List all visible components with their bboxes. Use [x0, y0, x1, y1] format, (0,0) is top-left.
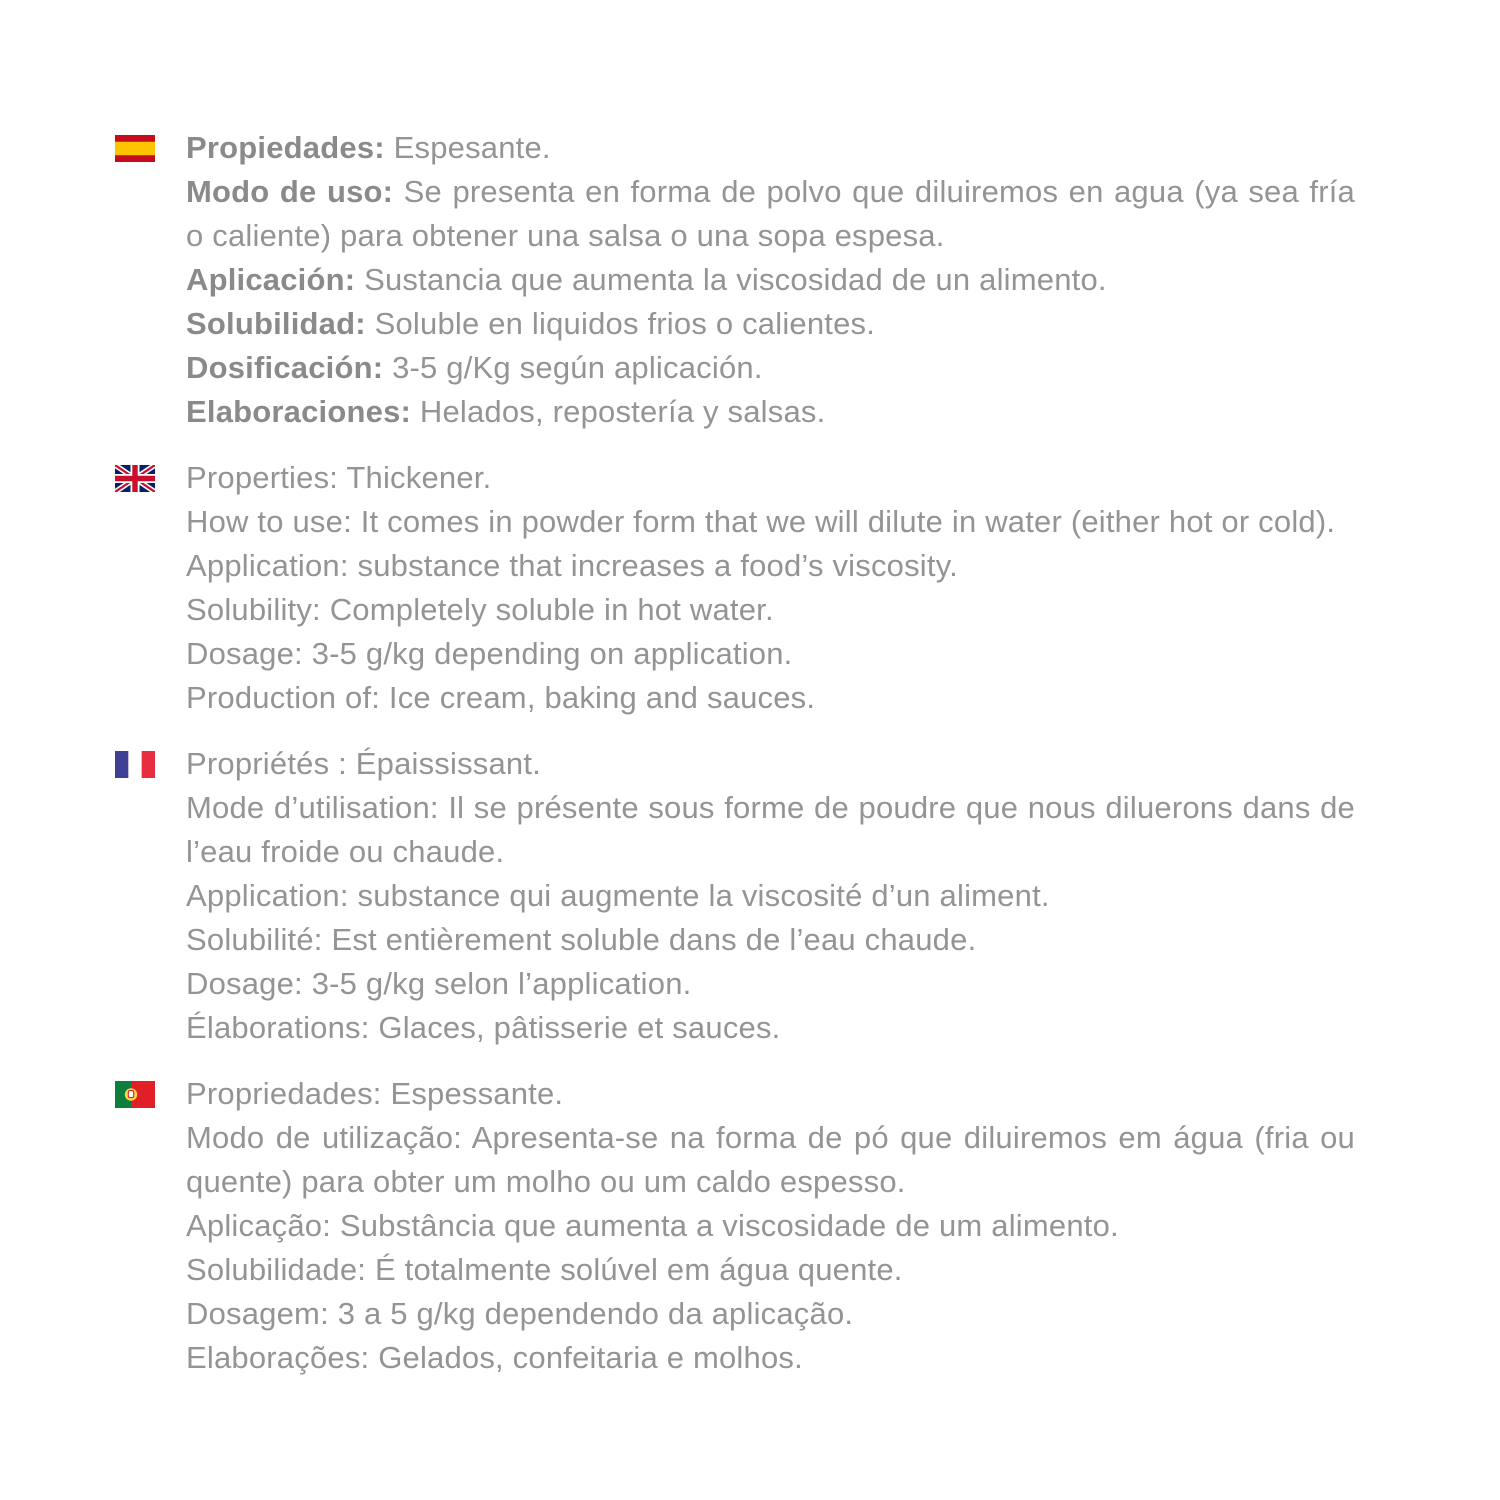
section-english — [115, 456, 1355, 720]
property-line — [186, 500, 1355, 544]
property-label: Dosage: — [186, 636, 303, 671]
property-value: 3-5 g/kg selon l’application. — [311, 966, 692, 1001]
property-value: It comes in powder form that we will dilute in water (either hot or cold). — [360, 504, 1336, 539]
property-line — [186, 1006, 1355, 1050]
property-label: Production of: — [186, 680, 381, 715]
section-english-text — [186, 456, 1355, 720]
property-value: Glaces, pâtisserie et sauces. — [378, 1010, 781, 1045]
property-value: substance that increases a food’s viscosity. — [357, 548, 958, 583]
property-line — [186, 302, 1355, 346]
property-value: Helados, repostería y salsas. — [419, 394, 826, 429]
property-line — [186, 258, 1355, 302]
flag-uk-icon — [115, 465, 155, 492]
property-line — [186, 786, 1355, 874]
property-line — [186, 456, 1355, 500]
property-label: Aplicação: — [186, 1208, 332, 1243]
property-value: 3-5 g/kg depending on application. — [311, 636, 793, 671]
property-line — [186, 390, 1355, 434]
section-spanish-text — [186, 126, 1355, 434]
property-value: Espessante. — [390, 1076, 564, 1111]
property-label: Propriedades: — [186, 1076, 382, 1111]
property-line — [186, 588, 1355, 632]
property-line — [186, 742, 1355, 786]
property-label: Application: — [186, 548, 349, 583]
property-label: Modo de uso: — [186, 174, 394, 209]
property-value: 3 a 5 g/kg dependendo da aplicação. — [337, 1296, 854, 1331]
property-value: Ice cream, baking and sauces. — [388, 680, 816, 715]
property-line — [186, 874, 1355, 918]
property-value: Substância que aumenta a viscosidade de um alimento. — [339, 1208, 1119, 1243]
property-label: Élaborations: — [186, 1010, 370, 1045]
property-line — [186, 1248, 1355, 1292]
flag-spain-icon — [115, 135, 155, 162]
property-value: Completely soluble in hot water. — [329, 592, 774, 627]
property-line — [186, 126, 1355, 170]
property-line — [186, 346, 1355, 390]
property-value: Apresenta-se na forma de pó que diluiremos em água (fria ou quente) para obter um molho ou um caldo espesso. — [186, 1120, 1355, 1199]
section-portuguese-text — [186, 1072, 1355, 1380]
property-line — [186, 544, 1355, 588]
property-label: Dosagem: — [186, 1296, 329, 1331]
flag-france-icon — [115, 751, 155, 778]
property-value: Il se présente sous forme de poudre que nous diluerons dans de l’eau froide ou chaude. — [186, 790, 1356, 869]
property-line — [186, 918, 1355, 962]
property-label: Solubilité: — [186, 922, 323, 957]
property-value: Sustancia que aumenta la viscosidad de un alimento. — [364, 262, 1107, 297]
property-value: Soluble en liquidos frios o calientes. — [374, 306, 876, 341]
property-line — [186, 1292, 1355, 1336]
property-label: Propriétés : — [186, 746, 347, 781]
property-line — [186, 676, 1355, 720]
property-line — [186, 962, 1355, 1006]
property-line — [186, 1204, 1355, 1248]
property-label: Solubility: — [186, 592, 321, 627]
property-label: Dosificación: — [186, 350, 384, 385]
property-line — [186, 1336, 1355, 1380]
property-label: Dosage: — [186, 966, 303, 1001]
property-line — [186, 1072, 1355, 1116]
property-label: Mode d’utilisation: — [186, 790, 439, 825]
property-line — [186, 170, 1355, 258]
property-value: Est entièrement soluble dans de l’eau chaude. — [331, 922, 977, 957]
property-value: Se presenta en forma de polvo que diluiremos en agua (ya sea fría o caliente) para obtener una salsa o una sopa espesa. — [186, 174, 1355, 253]
section-french — [115, 742, 1355, 1050]
property-label: Solubilidade: — [186, 1252, 367, 1287]
property-line — [186, 632, 1355, 676]
property-label: How to use: — [186, 504, 352, 539]
flag-portugal-icon — [115, 1081, 155, 1108]
property-label: Elaborações: — [186, 1340, 370, 1375]
property-value: É totalmente solúvel em água quente. — [374, 1252, 903, 1287]
property-value: Gelados, confeitaria e molhos. — [378, 1340, 803, 1375]
property-label: Propiedades: — [186, 130, 385, 165]
section-french-text — [186, 742, 1355, 1050]
property-value: Espesante. — [393, 130, 551, 165]
property-label: Solubilidad: — [186, 306, 366, 341]
property-label: Elaboraciones: — [186, 394, 412, 429]
property-label: Application: — [186, 878, 349, 913]
property-label: Properties: — [186, 460, 339, 495]
property-value: 3-5 g/Kg según aplicación. — [392, 350, 763, 385]
property-value: substance qui augmente la viscosité d’un aliment. — [357, 878, 1050, 913]
property-value: Thickener. — [346, 460, 492, 495]
section-portuguese — [115, 1072, 1355, 1380]
property-line — [186, 1116, 1355, 1204]
section-spanish — [115, 126, 1355, 434]
property-label: Modo de utilização: — [186, 1120, 462, 1155]
property-value: Épaississant. — [355, 746, 541, 781]
property-label: Aplicación: — [186, 262, 356, 297]
